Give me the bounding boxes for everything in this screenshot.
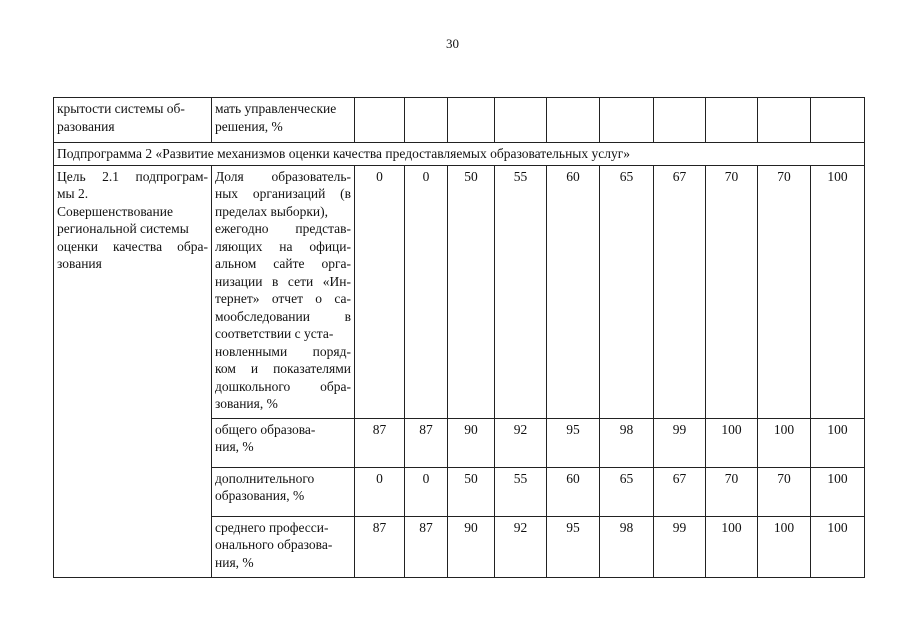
value-cell: 87 (355, 516, 405, 577)
text-line: ком и показателями (215, 361, 351, 376)
value-cell (600, 98, 654, 143)
value-cell: 60 (547, 165, 600, 418)
value-cell: 55 (495, 165, 547, 418)
subprogram-row (54, 143, 865, 166)
value-cell: 70 (706, 467, 758, 516)
value-cell (811, 98, 865, 143)
value-cell (758, 98, 811, 143)
indicators-table (53, 97, 865, 578)
value-cell: 92 (495, 418, 547, 467)
text-line: региональной системы (57, 221, 189, 236)
value-cell: 90 (448, 516, 495, 577)
text-line: зования, % (215, 396, 278, 411)
value-cell: 100 (758, 516, 811, 577)
value-cell: 100 (706, 418, 758, 467)
value-cell (495, 98, 547, 143)
value-cell: 65 (600, 165, 654, 418)
text-line: ежегодно представ- (215, 221, 351, 236)
text-line: оценки качества обра- (57, 238, 208, 254)
value-cell: 100 (811, 418, 865, 467)
text-line: Доля образователь- (215, 168, 351, 184)
text-line: дополнительного (215, 470, 315, 486)
text-line: ния, % (215, 439, 254, 454)
value-cell: 50 (448, 165, 495, 418)
text-line: Совершенствование (57, 203, 173, 219)
value-cell: 70 (758, 467, 811, 516)
value-cell (654, 98, 706, 143)
value-cell: 95 (547, 516, 600, 577)
value-cell: 95 (547, 418, 600, 467)
text-line: пределах выборки), (215, 203, 328, 219)
text-line: ных организаций (в (215, 186, 351, 201)
text-line: новленными поряд- (215, 343, 351, 359)
value-cell (547, 98, 600, 143)
table-row (54, 98, 865, 143)
text-line: общего образова- (215, 421, 316, 437)
value-cell: 0 (355, 165, 405, 418)
value-cell: 0 (355, 467, 405, 516)
value-cell: 87 (355, 418, 405, 467)
value-cell: 99 (654, 418, 706, 467)
value-cell: 55 (495, 467, 547, 516)
text-line: зования (57, 256, 102, 271)
value-cell: 98 (600, 516, 654, 577)
value-cell: 90 (448, 418, 495, 467)
value-cell: 70 (706, 165, 758, 418)
text-line: альном сайте орга- (215, 256, 351, 271)
value-cell: 70 (758, 165, 811, 418)
value-cell (448, 98, 495, 143)
text-line: онального образова- (215, 537, 333, 552)
text-line: мать управленческие (215, 101, 337, 116)
indicator-cell (212, 516, 355, 577)
text-line: соответствии с уста- (215, 326, 334, 341)
value-cell (355, 98, 405, 143)
text-line: решения, % (215, 118, 283, 134)
indicator-cell (212, 98, 355, 143)
table-row (54, 165, 865, 418)
value-cell: 92 (495, 516, 547, 577)
text-line: крытости системы об- (57, 101, 185, 116)
value-cell: 0 (405, 165, 448, 418)
value-cell: 67 (654, 165, 706, 418)
value-cell: 100 (811, 467, 865, 516)
value-cell: 87 (405, 418, 448, 467)
value-cell: 50 (448, 467, 495, 516)
text-line: ния, % (215, 554, 254, 570)
value-cell (405, 98, 448, 143)
value-cell (706, 98, 758, 143)
text-line: тернет» отчет о са- (215, 291, 351, 306)
value-cell: 100 (811, 165, 865, 418)
text-line: ляющих на офици- (215, 238, 351, 254)
value-cell: 98 (600, 418, 654, 467)
text-line: мообследовании в (215, 308, 351, 324)
goal-cell (54, 165, 212, 577)
value-cell: 0 (405, 467, 448, 516)
text-line: дошкольного обра- (215, 378, 351, 394)
indicator-cell (212, 165, 355, 418)
text-line: мы 2. (57, 186, 89, 201)
value-cell: 99 (654, 516, 706, 577)
value-cell: 65 (600, 467, 654, 516)
value-cell: 67 (654, 467, 706, 516)
page-number: 30 (446, 36, 459, 51)
value-cell: 87 (405, 516, 448, 577)
value-cell: 100 (758, 418, 811, 467)
subprogram-title: Подпрограмма 2 «Развитие механизмов оценки качества предоставляемых образовательных услуг» (54, 143, 865, 166)
value-cell: 100 (811, 516, 865, 577)
table-body (54, 98, 865, 578)
text-line: среднего професси- (215, 519, 329, 535)
text-line: Цель 2.1 подпрограм- (57, 168, 208, 184)
value-cell: 60 (547, 467, 600, 516)
text-line: разования (57, 118, 115, 134)
goal-cell (54, 98, 212, 143)
text-line: образования, % (215, 488, 305, 503)
value-cell: 100 (706, 516, 758, 577)
indicator-cell (212, 418, 355, 467)
indicator-cell (212, 467, 355, 516)
text-line: низации в сети «Ин- (215, 273, 351, 289)
